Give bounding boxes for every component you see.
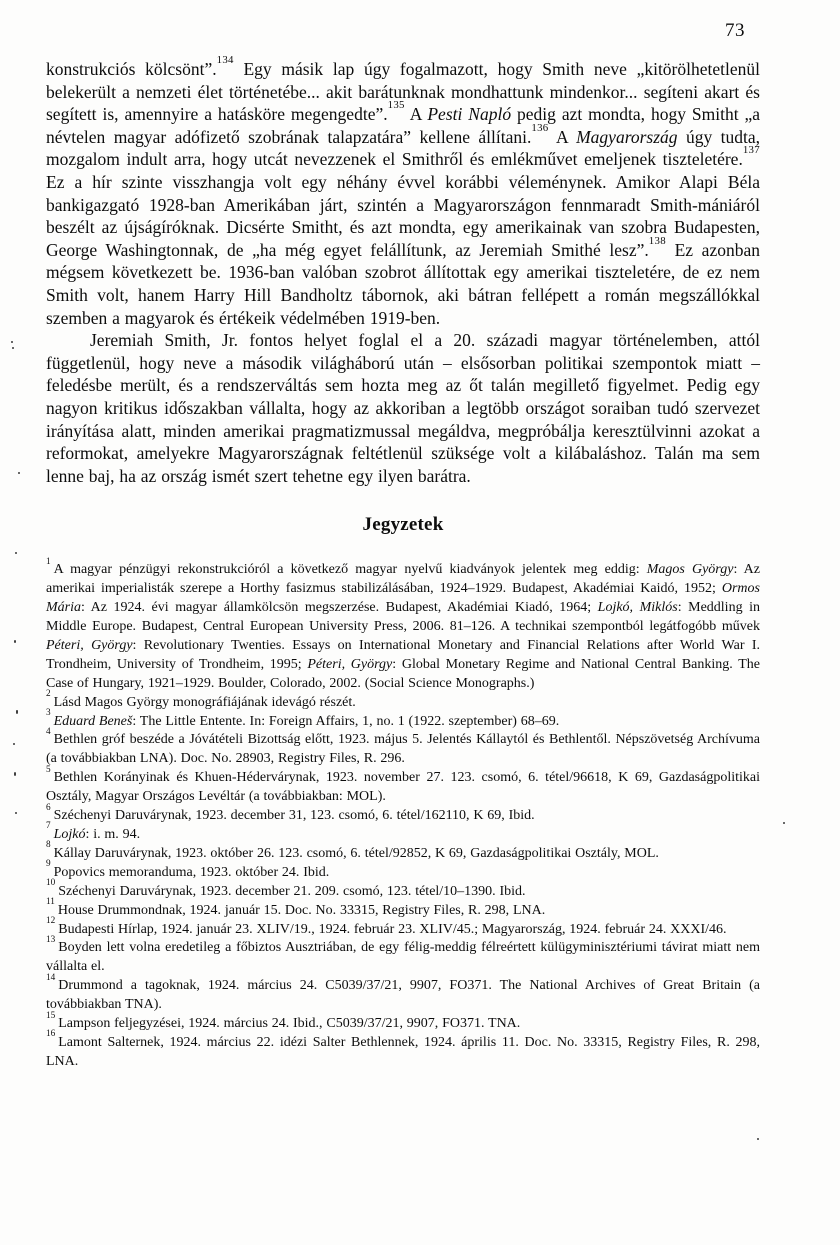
text-segment: : Az 1924. évi magyar államkölcsön megszerzése. Budapest, Akadémiai Kiadó, 1964; bbox=[81, 600, 598, 616]
text-segment: Széchenyi Daruvárynak, 1923. december 21. 209. csomó, 123. tétel/10–1390. Ibid. bbox=[58, 883, 526, 899]
text-segment: Széchenyi Daruvárynak, 1923. december 31, 123. csomó, 6. tétel/162110, K 69, Ibid. bbox=[53, 808, 535, 824]
footnotes-list bbox=[46, 555, 760, 1071]
text-segment: Egy másik lap úgy fogalmazott, hogy Smith neve „kitörölhetetlenül belekerült a nemzeti élet történetébe... akit barátunknak mondhattunk mindenkor... segíteni akart és segített is, amennyire a hatásköre megengedte”. bbox=[46, 59, 760, 125]
text-segment: Drummond a tagoknak, 1924. március 24. C5039/37/21, 9907, FO371. The National Archives of Great Britain (a továbbiakban TNA). bbox=[46, 978, 760, 1013]
text-segment: A bbox=[404, 104, 428, 125]
page-number: 73 bbox=[725, 20, 745, 41]
body-text bbox=[46, 53, 761, 487]
text-segment: Lampson feljegyzései, 1924. március 24. Ibid., C5039/37/21, 9907, FO371. TNA. bbox=[58, 1016, 521, 1032]
scan-speck bbox=[14, 772, 16, 776]
text-segment: Péteri, György bbox=[46, 637, 133, 653]
scan-speck bbox=[15, 812, 17, 814]
footnote-number: 3 bbox=[46, 707, 51, 717]
text-segment: Boyden lett volna eredetileg a főbiztos Ausztriában, de egy félig-meddig félreértett külügyminisztériumi távirat miatt nem vállalta el. bbox=[46, 940, 760, 975]
text-segment: konstrukciós kölcsönt”. bbox=[46, 59, 217, 79]
footnote-item bbox=[46, 933, 760, 977]
text-segment: Lojkó, Miklós bbox=[597, 600, 678, 616]
notes-heading: Jegyzetek bbox=[362, 514, 444, 536]
footnote-item bbox=[46, 839, 760, 864]
footnote-item bbox=[46, 896, 760, 921]
footnote-item bbox=[46, 801, 760, 826]
text-segment: Budapesti Hírlap, 1924. január 23. XLIV/19., 1924. február 23. XLIV/45.; Magyarország, 1924. február 24. XXXI/46. bbox=[58, 921, 727, 937]
footnote-ref: 137 bbox=[742, 144, 760, 157]
text-segment: Eduard Beneš bbox=[53, 713, 133, 729]
text-segment: Lásd Magos György monográfiájának idevágó részét. bbox=[53, 694, 356, 710]
text-segment: Magyarország bbox=[576, 126, 678, 147]
text-segment: A magyar pénzügyi rekonstrukcióról a következő magyar nyelvű kiadványok jelentek meg eddig: bbox=[53, 562, 647, 578]
footnote-item bbox=[46, 1028, 760, 1072]
text-segment: : The Little Entente. In: Foreign Affairs, 1, no. 1 (1922. szeptember) 68–69. bbox=[132, 713, 560, 729]
scan-speck bbox=[13, 743, 15, 745]
text-segment: Lamont Salternek, 1924. március 22. idézi Salter Bethlennek, 1924. április 11. Doc. No. 33315, Registry Files, R. 298, LNA. bbox=[46, 1034, 760, 1069]
footnote-number: 1 bbox=[46, 555, 51, 566]
footnote-item bbox=[46, 820, 760, 845]
text-segment: Pesti Napló bbox=[427, 104, 512, 125]
scan-speck bbox=[757, 1138, 759, 1140]
footnote-number: 5 bbox=[46, 763, 51, 774]
footnote-number: 4 bbox=[46, 725, 51, 736]
footnote-number: 6 bbox=[46, 801, 51, 812]
footnote-number: 9 bbox=[46, 858, 51, 869]
text-segment: A bbox=[548, 126, 577, 147]
text-segment: : Az amerikai imperialisták szerepe a Horthy fasizmus stabilizálásában, 1924–1929. Budapest, Akadémiai Kaidó, 1952; bbox=[46, 562, 760, 597]
text-segment: Péteri, György bbox=[307, 656, 393, 672]
footnote-ref: 138 bbox=[648, 234, 666, 247]
footnote-item bbox=[46, 688, 760, 713]
text-segment: Bethlen gróf beszéde a Jóvátételi Bizottság előtt, 1923. május 5. Jelentés Kállaytól és Bethlentől. Népszövetség Archívuma (a továbbiakban LNA). Doc. No. 28903, Registry Files, R. 296. bbox=[46, 732, 760, 767]
footnote-ref: 136 bbox=[531, 121, 549, 134]
text-segment: úgy tudta, mozgalom indult arra, hogy utcát nevezzenek el Smithről és emlékművet emeljenek tiszteletére. bbox=[46, 126, 760, 170]
body-paragraph bbox=[46, 53, 761, 329]
footnote-ref: 135 bbox=[387, 99, 405, 112]
footnote-number: 16 bbox=[46, 1028, 56, 1039]
footnote-item bbox=[46, 914, 760, 940]
text-segment: Ormos Mária bbox=[46, 581, 760, 616]
scan-speck bbox=[783, 822, 785, 824]
footnote-number: 7 bbox=[46, 820, 51, 831]
footnote-number: 12 bbox=[46, 914, 56, 925]
scan-speck bbox=[16, 710, 18, 714]
text-segment: Popovics memoranduma, 1923. október 24. Ibid. bbox=[53, 864, 330, 880]
footnote-ref: 134 bbox=[216, 53, 234, 66]
page-content bbox=[46, 53, 761, 1072]
text-segment: : Global Monetary Regime and National Central Banking. The Case of Hungary, 1921–1929. Boulder, Colorado, 2002. (Social Science Monographs.) bbox=[46, 656, 760, 691]
footnote-number: 14 bbox=[46, 971, 56, 982]
footnote-number: 2 bbox=[46, 688, 51, 699]
scan-speck bbox=[11, 341, 13, 343]
text-segment: Ez azonban mégsem következett be. 1936-ban valóban szobrot állítottak egy amerikai tiszteletére, de ez nem Smith volt, hanem Harry Hill Bandholtz tábornok, aki bátran fellépett a román megszállókkal szemben a magyarok és értékeik védelmében 1919-ben. bbox=[46, 239, 760, 328]
footnote-number: 10 bbox=[46, 877, 56, 888]
footnote-item bbox=[46, 555, 760, 693]
text-segment: : Meddling in Middle Europe. Budapest, Central European University Press, 2006. 81–126. A technikai szempontból legátfogóbb művek bbox=[46, 600, 760, 634]
text-segment: Ez a hír szinte visszhangja volt egy néhány évvel korábbi véleménynek. Amikor Alapi Béla bankigazgató 1928-ban Amerikában járt, szintén a Magyarországon fennmaradt Smith-mániáról beszélt az újságíróknak. Dicsérte Smitht, és azt mondta, egy amerikainak van szobra Budapesten, George Washingtonnak, de „ha még egyet felállítunk, az Jeremiah Smithé lesz”. bbox=[46, 171, 760, 260]
footnote-item bbox=[46, 1009, 760, 1034]
footnote-item bbox=[46, 725, 760, 769]
footnote-item bbox=[46, 707, 760, 732]
footnote-item bbox=[46, 971, 760, 1015]
body-paragraph bbox=[46, 329, 760, 487]
text-segment: House Drummondnak, 1924. január 15. Doc. No. 33315, Registry Files, R. 298, LNA. bbox=[57, 902, 546, 918]
scan-speck bbox=[15, 552, 17, 554]
text-segment: pedig azt mondta, hogy Smitht „a névtelen magyar adófizető szobrának talapzatára” kellene állítani. bbox=[46, 104, 761, 147]
footnote-item bbox=[46, 877, 760, 902]
footnote-number: 8 bbox=[46, 839, 51, 850]
text-segment: Kállay Daruvárynak, 1923. október 26. 123. csomó, 6. tétel/92852, K 69, Gazdaságpolitikai Osztály, MOL. bbox=[53, 845, 659, 861]
footnote-number: 13 bbox=[46, 933, 56, 944]
scan-speck bbox=[12, 347, 14, 349]
text-segment: : i. m. 94. bbox=[85, 826, 141, 842]
scan-speck bbox=[18, 472, 20, 474]
footnote-number: 11 bbox=[46, 896, 55, 907]
footnote-item bbox=[46, 858, 760, 883]
text-segment: Bethlen Korányinak és Khuen-Hédervárynak, 1923. november 27. 123. csomó, 6. tétel/96618, K 69, Gazdaságpolitikai Osztály, Magyar Országos Levéltár (a továbbiakban: MOL). bbox=[46, 770, 760, 805]
text-segment: Jeremiah Smith, Jr. fontos helyet foglal el a 20. századi magyar történelemben, attól függetlenül, hogy neve a második világháború után – elsősorban politikai szempontok miatt – feledésbe merült, és a rendszerváltás sem hozta meg az őt talán megillető figyelmet. Pedig egy nagyon kritikus időszakban vállalta, hogy az akkoriban a legtöbb országot soraiban tudó szervezet irányítása alatt, minden amerikai pragmatizmussal megáldva, megpróbálja keresztülvinni azokat a reformokat, amelyekre Magyarországnak feltétlenül szüksége volt a kilábaláshoz. Talán ma sem lenne baj, ha az ország ismét szert tehetne egy ilyen barátra. bbox=[46, 330, 760, 486]
footnote-item bbox=[46, 763, 760, 807]
text-segment: Magos György bbox=[646, 562, 734, 578]
text-segment: Lojkó bbox=[53, 826, 86, 842]
scan-speck bbox=[14, 640, 16, 643]
footnote-number: 15 bbox=[46, 1009, 56, 1020]
text-segment: : Revolutionary Twenties. Essays on International Monetary and Financial Relations after World War I. Trondheim, University of Trondheim, 1995; bbox=[46, 637, 760, 672]
